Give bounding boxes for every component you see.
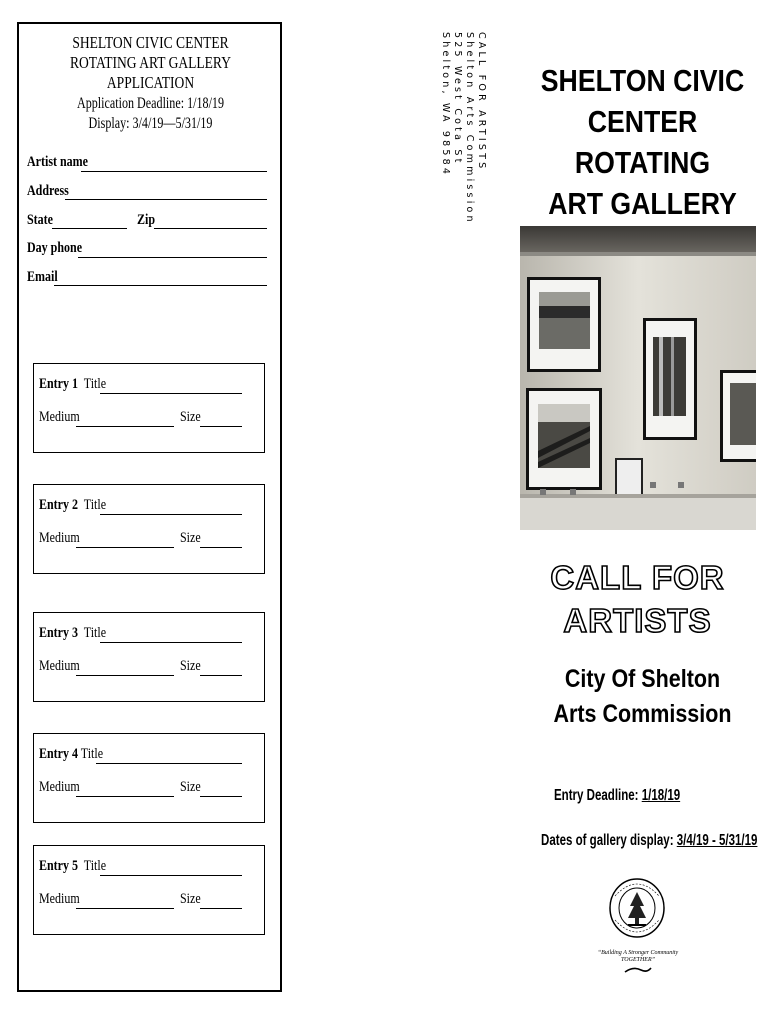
size-label: Size (180, 891, 201, 907)
display-dates-label: Dates of gallery display: (541, 832, 677, 849)
entry-box-5 (33, 845, 265, 935)
medium-label: Medium (39, 409, 80, 425)
state-label: State (27, 212, 53, 228)
gallery-photo (520, 226, 756, 530)
entry-4-title-field[interactable] (96, 763, 242, 764)
size-label: Size (180, 658, 201, 674)
application-form (17, 22, 282, 992)
entry-5-title-field[interactable] (100, 875, 242, 876)
entry-label: Entry 1 (39, 376, 78, 392)
size-label: Size (180, 409, 201, 425)
motto-line-2: TOGETHER” (621, 957, 655, 963)
zip-label: Zip (137, 212, 156, 228)
title-label: Title (83, 376, 107, 392)
motto-line-1: “Building A Stronger Community (597, 950, 679, 956)
mailing-address (440, 32, 490, 225)
city-seal-logo (606, 876, 668, 940)
entry-label: Entry 3 (39, 625, 78, 641)
email-field[interactable] (54, 285, 267, 286)
mailing-line-4: Shelton, WA 98584 (440, 32, 451, 178)
entry-label: Entry 5 (39, 858, 78, 874)
entry-label: Entry 4 (39, 746, 78, 762)
address-field[interactable] (65, 199, 267, 200)
email-label: Email (27, 269, 58, 285)
entry-label: Entry 2 (39, 497, 78, 513)
entry-box-3 (33, 612, 265, 702)
org-line-2: Arts Commission (553, 700, 732, 728)
motto (590, 950, 686, 974)
entry-1-title-field[interactable] (100, 393, 242, 394)
medium-label: Medium (39, 779, 80, 795)
entry-2-medium-field[interactable] (76, 547, 174, 548)
call-line-1: CALL FOR (550, 559, 725, 596)
entry-1-size-field[interactable] (200, 426, 242, 427)
cover-title-line-1: SHELTON CIVIC (540, 63, 745, 98)
size-label: Size (180, 530, 201, 546)
display-dates-value: 3/4/19 - 5/31/19 (676, 832, 758, 849)
state-field[interactable] (52, 228, 127, 229)
entry-box-1 (33, 363, 265, 453)
day-phone-label: Day phone (27, 240, 83, 256)
organization-name (537, 662, 748, 732)
entry-4-medium-field[interactable] (76, 796, 174, 797)
entry-deadline (554, 787, 680, 805)
entry-3-title-field[interactable] (100, 642, 242, 643)
gallery-display-dates (541, 832, 757, 850)
title-label: Title (83, 625, 107, 641)
entry-3-size-field[interactable] (200, 675, 242, 676)
entry-4-size-field[interactable] (200, 796, 242, 797)
entry-1-medium-field[interactable] (76, 426, 174, 427)
entry-deadline-value: 1/18/19 (641, 787, 681, 804)
title-label: Title (80, 746, 104, 762)
entry-3-medium-field[interactable] (76, 675, 174, 676)
entry-deadline-label: Entry Deadline: (554, 787, 642, 804)
address-label: Address (27, 183, 69, 199)
entry-box-4 (33, 733, 265, 823)
call-line-2: ARTISTS (563, 602, 712, 639)
org-line-1: City Of Shelton (564, 665, 721, 693)
form-heading-line-2: ROTATING ART GALLERY (70, 53, 231, 72)
day-phone-field[interactable] (78, 257, 267, 258)
artist-name-field[interactable] (81, 171, 267, 172)
cover-title (537, 60, 748, 224)
entry-5-size-field[interactable] (200, 908, 242, 909)
mailing-line-3: 525 West Cota St (452, 32, 463, 166)
display-dates: Display: 3/4/19—5/31/19 (88, 115, 213, 132)
title-label: Title (83, 497, 107, 513)
signature-swash (623, 966, 653, 974)
entry-box-2 (33, 484, 265, 574)
cover-title-line-2: CENTER ROTATING (574, 104, 711, 180)
medium-label: Medium (39, 891, 80, 907)
entry-2-title-field[interactable] (100, 514, 242, 515)
application-deadline: Application Deadline: 1/18/19 (76, 95, 225, 112)
size-label: Size (180, 779, 201, 795)
mailing-line-2: Shelton Arts Commission (464, 32, 475, 225)
entry-5-medium-field[interactable] (76, 908, 174, 909)
call-for-artists-heading (520, 556, 755, 642)
medium-label: Medium (39, 658, 80, 674)
zip-field[interactable] (154, 228, 267, 229)
cover-title-line-3: ART GALLERY (548, 186, 737, 221)
title-label: Title (83, 858, 107, 874)
medium-label: Medium (39, 530, 80, 546)
mailing-line-1: CALL FOR ARTISTS (476, 32, 487, 172)
artist-name-label: Artist name (27, 154, 88, 170)
form-heading-line-3: APPLICATION (106, 73, 195, 92)
entry-2-size-field[interactable] (200, 547, 242, 548)
form-heading-line-1: SHELTON CIVIC CENTER (72, 33, 229, 52)
